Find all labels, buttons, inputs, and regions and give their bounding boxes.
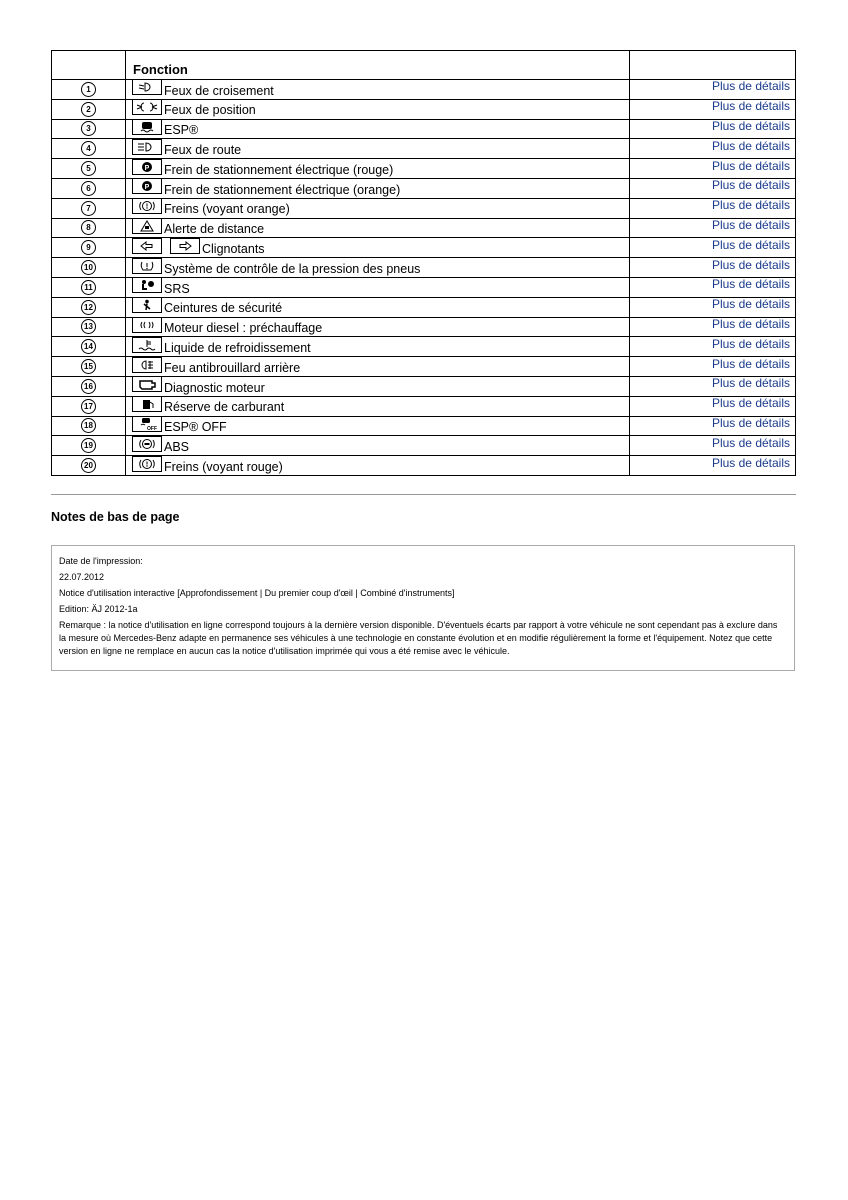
details-link[interactable]: Plus de détails — [630, 255, 796, 275]
function-label: Frein de stationnement électrique (rouge) — [164, 162, 394, 177]
number-cell — [52, 317, 126, 337]
number-cell — [52, 337, 126, 357]
details-link[interactable]: Plus de détails — [630, 393, 796, 413]
function-cell — [126, 80, 630, 100]
function-cell — [126, 317, 630, 337]
airbag-icon — [132, 277, 162, 293]
function-label: Système de contrôle de la pression des pneus — [164, 261, 421, 276]
number-cell — [52, 258, 126, 278]
function-cell — [126, 436, 630, 456]
parking-brake-icon — [132, 178, 162, 194]
function-cell — [126, 218, 630, 238]
details-link[interactable]: Plus de détails — [630, 413, 796, 433]
function-cell — [126, 119, 630, 139]
function-cell — [126, 357, 630, 377]
turn-signal-left-icon — [132, 238, 162, 254]
brake-icon — [132, 198, 162, 214]
header-details-cell — [630, 51, 796, 80]
number-cell — [52, 99, 126, 119]
function-label: Moteur diesel : préchauffage — [164, 321, 323, 336]
row-number-badge: 17 — [81, 399, 96, 414]
number-cell — [52, 376, 126, 396]
engine-icon — [132, 376, 162, 392]
svg-text:P: P — [144, 184, 150, 192]
row-number-badge: 2 — [81, 102, 96, 117]
warning-lamps-table — [51, 50, 796, 476]
details-link[interactable]: Plus de détails — [630, 215, 796, 235]
function-cell — [126, 297, 630, 317]
function-label: Feu antibrouillard arrière — [164, 360, 301, 375]
function-cell — [126, 139, 630, 159]
details-link[interactable]: Plus de détails — [630, 156, 796, 176]
number-cell — [52, 119, 126, 139]
function-label: Clignotants — [202, 242, 265, 257]
details-link[interactable]: Plus de détails — [630, 235, 796, 255]
details-link[interactable]: Plus de détails — [630, 334, 796, 354]
distance-warning-icon — [132, 218, 162, 234]
details-link[interactable]: Plus de détails — [630, 116, 796, 136]
function-cell — [126, 99, 630, 119]
row-number-badge: 19 — [81, 438, 96, 453]
row-number-badge: 12 — [81, 300, 96, 315]
function-cell — [126, 376, 630, 396]
details-link[interactable]: Plus de détails — [630, 96, 796, 116]
row-number-badge: 7 — [81, 201, 96, 216]
function-label: ESP® — [164, 123, 199, 138]
low-beam-icon — [132, 79, 162, 95]
function-label: Freins (voyant rouge) — [164, 459, 283, 474]
details-link[interactable]: Plus de détails — [630, 77, 796, 97]
function-cell — [126, 277, 630, 297]
number-cell — [52, 456, 126, 476]
print-date: 22.07.2012 — [59, 572, 105, 582]
tire-pressure-icon — [132, 258, 162, 274]
fuel-icon — [132, 396, 162, 412]
function-label: Feux de position — [164, 103, 256, 118]
function-cell — [126, 416, 630, 436]
function-cell — [126, 159, 630, 179]
number-cell — [52, 277, 126, 297]
number-cell — [52, 218, 126, 238]
function-label: Diagnostic moteur — [164, 380, 265, 395]
number-cell — [52, 139, 126, 159]
remark-text: Remarque : la notice d'utilisation en ligne correspond toujours à la dernière version disponible. D'éventuels écarts par rapport à votre véhicule ne sont cependant pas à exclure dans la mesure où Mercedes-Benz adapte en permanence ses véhicules à une technologie en constante évolution et en modifie régulièrement la forme et l'équipement. Notez que cette version en ligne ne remplace en aucun cas la notice d'utilisation imprimée qui vous a été remise avec le véhicule. — [59, 620, 778, 656]
row-number-badge: 11 — [81, 280, 96, 295]
function-label: Réserve de carburant — [164, 400, 285, 415]
source-line: Notice d'utilisation interactive [Approfondissement | Du premier coup d'œil | Combiné d'instruments] — [59, 588, 455, 598]
details-link[interactable]: Plus de détails — [630, 453, 796, 473]
row-number-badge: 18 — [81, 418, 96, 433]
table-header-row — [52, 51, 796, 80]
edition-line: Edition: ÄJ 2012-1a — [59, 604, 138, 614]
function-cell — [126, 396, 630, 416]
function-label: SRS — [164, 281, 190, 296]
svg-text:P: P — [144, 164, 150, 172]
row-number-badge: 5 — [81, 161, 96, 176]
seatbelt-icon — [132, 297, 162, 313]
details-link[interactable]: Plus de détails — [630, 433, 796, 453]
details-link[interactable]: Plus de détails — [630, 274, 796, 294]
number-cell — [52, 396, 126, 416]
number-cell — [52, 416, 126, 436]
row-number-badge: 14 — [81, 339, 96, 354]
turn-signal-right-icon — [170, 238, 200, 254]
details-link[interactable]: Plus de détails — [630, 195, 796, 215]
row-number-badge: 9 — [81, 240, 96, 255]
number-cell — [52, 436, 126, 456]
divider — [51, 494, 796, 495]
function-label: ABS — [164, 440, 190, 455]
row-number-badge: 8 — [81, 220, 96, 235]
row-number-badge: 15 — [81, 359, 96, 374]
esp-icon — [132, 119, 162, 135]
number-cell — [52, 198, 126, 218]
function-cell — [126, 258, 630, 278]
brake-icon — [132, 456, 162, 472]
row-number-badge: 16 — [81, 379, 96, 394]
function-label: Frein de stationnement électrique (orange) — [164, 182, 401, 197]
details-link[interactable]: Plus de détails — [630, 294, 796, 314]
row-number-badge: 6 — [81, 181, 96, 196]
row-number-badge: 10 — [81, 260, 96, 275]
function-label: Feux de croisement — [164, 83, 274, 98]
number-cell — [52, 178, 126, 198]
function-cell — [126, 198, 630, 218]
number-cell — [52, 357, 126, 377]
details-link[interactable]: Plus de détails — [630, 354, 796, 374]
number-cell — [52, 238, 126, 258]
row-number-badge: 13 — [81, 319, 96, 334]
function-label: Liquide de refroidissement — [164, 341, 311, 356]
function-label: Feux de route — [164, 143, 242, 158]
parking-brake-icon — [132, 159, 162, 175]
details-link[interactable]: Plus de détails — [630, 373, 796, 393]
row-number-badge: 4 — [81, 141, 96, 156]
function-label: Alerte de distance — [164, 222, 265, 237]
function-cell — [126, 238, 630, 258]
coolant-icon — [132, 337, 162, 353]
row-number-badge: 1 — [81, 82, 96, 97]
footnotes-title: Notes de bas de page — [51, 510, 180, 524]
details-link[interactable]: Plus de détails — [630, 175, 796, 195]
print-date-label: Date de l'impression: — [59, 556, 143, 566]
svg-text:OFF: OFF — [147, 425, 157, 431]
number-cell — [52, 297, 126, 317]
abs-icon — [132, 436, 162, 452]
table-row — [52, 456, 796, 476]
glow-plug-icon — [132, 317, 162, 333]
function-cell — [126, 337, 630, 357]
function-cell — [126, 456, 630, 476]
position-lights-icon — [132, 99, 162, 115]
function-label: ESP® OFF — [164, 420, 227, 435]
rear-fog-icon — [132, 357, 162, 373]
details-link[interactable]: Plus de détails — [630, 136, 796, 156]
function-label: Freins (voyant orange) — [164, 202, 290, 217]
row-number-badge: 20 — [81, 458, 96, 473]
number-cell — [52, 80, 126, 100]
row-number-badge: 3 — [81, 121, 96, 136]
function-cell — [126, 178, 630, 198]
footnotes-box — [51, 545, 795, 671]
esp-off-icon — [132, 416, 162, 432]
number-cell — [52, 159, 126, 179]
header-function: Fonction — [126, 51, 630, 80]
details-link[interactable]: Plus de détails — [630, 314, 796, 334]
function-label: Ceintures de sécurité — [164, 301, 283, 316]
high-beam-icon — [132, 139, 162, 155]
header-number-cell — [52, 51, 126, 80]
